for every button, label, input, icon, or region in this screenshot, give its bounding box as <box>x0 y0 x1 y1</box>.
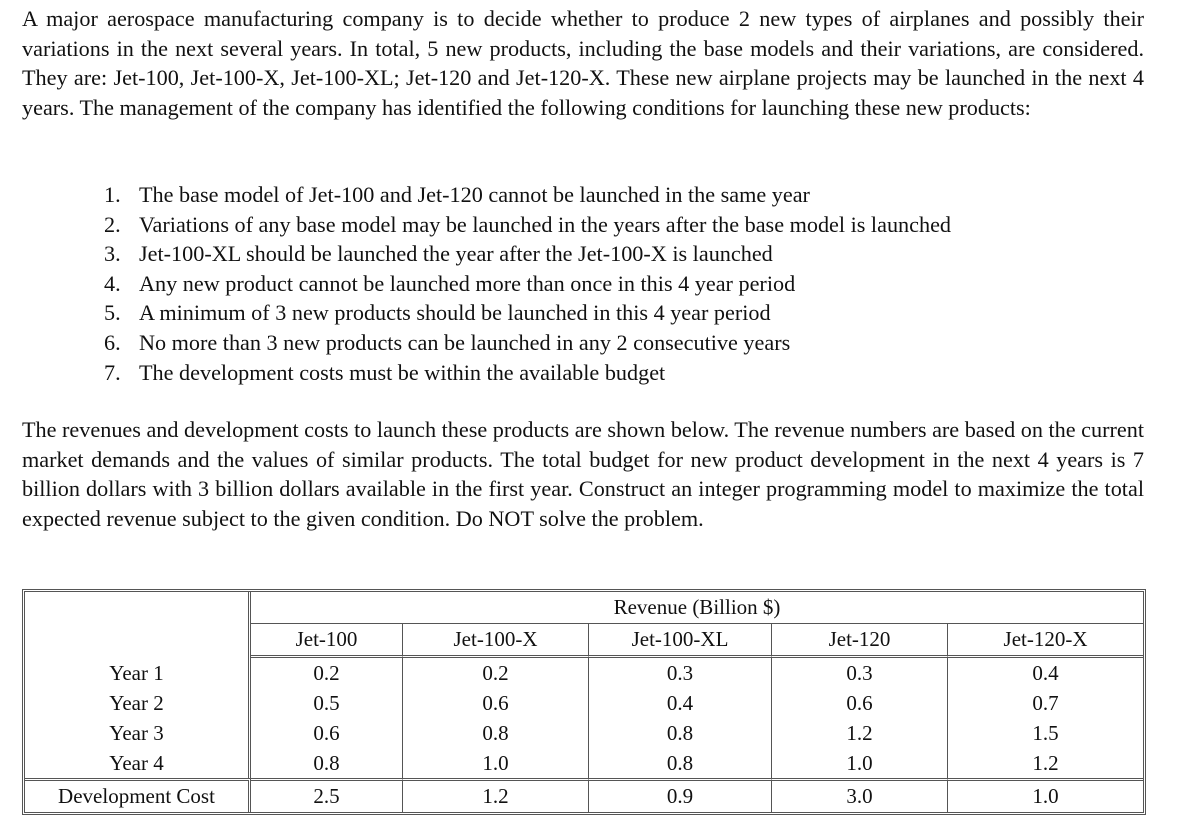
condition-text: No more than 3 new products can be launched in any 2 consecutive years <box>139 329 791 355</box>
condition-text: Variations of any base model may be launched in the years after the base model is launched <box>139 211 952 237</box>
condition-text: The base model of Jet-100 and Jet-120 cannot be launched in the same year <box>139 182 810 207</box>
row-label: Year 4 <box>25 748 251 778</box>
condition-item <box>0 239 951 269</box>
row-label: Year 3 <box>25 718 251 748</box>
column-header: Jet-100-X <box>403 624 589 658</box>
table-cell: 0.6 <box>251 718 403 748</box>
condition-text: The development costs must be within the available budget <box>139 359 666 385</box>
condition-text: Any new product cannot be launched more than once in this 4 year period <box>139 270 796 296</box>
row-label: Year 1 <box>25 658 251 688</box>
table-cell: 1.2 <box>772 718 948 748</box>
table-cell: 0.6 <box>403 688 589 718</box>
table-row-development-cost <box>25 778 1143 812</box>
condition-number: 3. <box>104 241 121 267</box>
conditions-list <box>0 180 951 387</box>
condition-text: A minimum of 3 new products should be launched in this 4 year period <box>139 300 771 326</box>
table-cell: 1.0 <box>772 748 948 778</box>
table-row <box>25 718 1143 748</box>
table-row <box>25 748 1143 778</box>
table-cell: 0.8 <box>589 748 772 778</box>
condition-item <box>0 328 951 358</box>
table-cell: 1.2 <box>403 778 589 812</box>
table-cell: 0.4 <box>1032 661 1059 685</box>
table-cell: 0.2 <box>403 658 589 688</box>
condition-item <box>0 358 951 388</box>
revenue-group-header: Revenue (Billion $) <box>251 592 1143 624</box>
table-cell: 0.7 <box>1032 691 1059 715</box>
column-header: Jet-120 <box>772 624 948 658</box>
table-cell: 0.5 <box>251 688 403 718</box>
table-cell: 0.8 <box>251 748 403 778</box>
table-cell: 0.2 <box>251 658 403 688</box>
condition-item <box>0 210 951 240</box>
table-cell: 1.5 <box>1032 721 1059 745</box>
table-cell: 2.5 <box>251 778 403 812</box>
condition-number: 6. <box>104 329 121 355</box>
table-cell: 0.3 <box>589 658 772 688</box>
table-row <box>25 688 1143 718</box>
row-label: Development Cost <box>25 778 251 812</box>
condition-item <box>0 298 951 328</box>
table-cell: 1.0 <box>403 748 589 778</box>
closing-paragraph: The revenues and development costs to launch these products are shown below. The revenue numbers are based on the current market demands and the values of similar products. The total budget for new product development in the next 4 years is 7 billion dollars with 3 billion dollars available in the first year. Construct an integer programming model to maximize the total expected revenue subject to the given condition. Do NOT solve the problem. <box>22 417 1144 531</box>
table-cell: 1.2 <box>1032 751 1059 775</box>
column-header: Jet-100 <box>251 624 403 658</box>
table-cell: 0.3 <box>772 658 948 688</box>
condition-item <box>0 180 951 210</box>
table-cell: 1.0 <box>948 778 1143 812</box>
table-cell: 0.8 <box>589 718 772 748</box>
condition-number: 2. <box>104 211 121 237</box>
table-cell: 0.9 <box>589 778 772 812</box>
revenue-cost-table <box>22 589 1146 815</box>
condition-number: 4. <box>104 270 121 296</box>
table-row <box>25 658 1143 688</box>
table-cell: 0.4 <box>589 688 772 718</box>
condition-item <box>0 269 951 299</box>
row-label: Year 2 <box>25 688 251 718</box>
table-cell: 0.8 <box>403 718 589 748</box>
condition-number: 1. <box>104 182 121 207</box>
table-cell: 3.0 <box>772 778 948 812</box>
condition-text: Jet-100-XL should be launched the year after the Jet-100-X is launched <box>139 241 773 267</box>
column-header: Jet-100-XL <box>589 624 772 658</box>
intro-paragraph: A major aerospace manufacturing company is to decide whether to produce 2 new types of airplanes and possibly their variations in the next several years. In total, 5 new products, including the base models and their variations, are considered. They are: Jet-100, Jet-100-X, Jet-100-XL; Jet-120 and Jet-120-X. These new airplane projects may be launched in the next 4 years. The management of the company has identified the following conditions for launching these new products: <box>22 6 1144 120</box>
table-corner-cell <box>25 592 251 658</box>
condition-number: 7. <box>104 359 121 385</box>
column-header: Jet-120-X <box>948 624 1143 658</box>
table-cell: 0.6 <box>772 688 948 718</box>
condition-number: 5. <box>104 300 121 326</box>
table-group-header-row <box>25 592 1143 624</box>
